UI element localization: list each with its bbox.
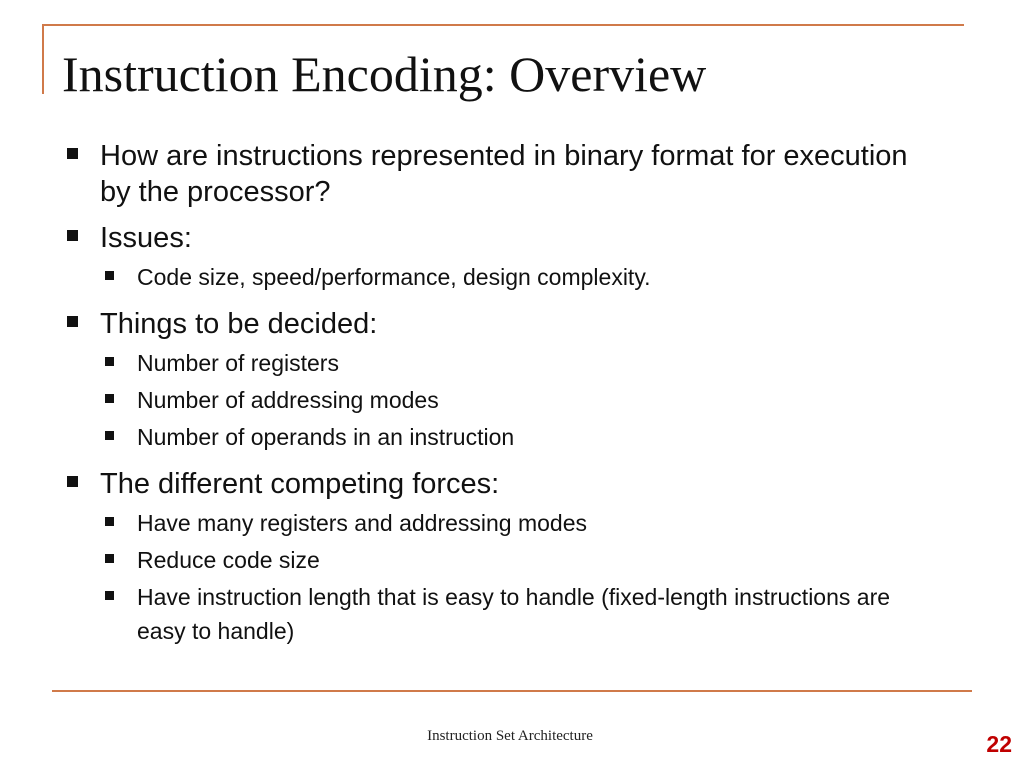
sub-bullet-item (64, 260, 944, 294)
square-bullet-icon (67, 316, 78, 327)
page-number: 22 (986, 731, 1012, 757)
sub-bullet-item (64, 506, 944, 540)
sub-bullet-text: Number of addressing modes (137, 387, 439, 413)
bullet-text: How are instructions represented in binary format for execution by the processor? (100, 140, 908, 208)
sub-bullet-item (64, 346, 944, 380)
sub-bullet-text: Code size, speed/performance, design complexity. (137, 264, 651, 290)
bullet-text: Things to be decided: (100, 308, 378, 340)
square-bullet-icon (105, 554, 114, 563)
frame-top-line (42, 24, 964, 26)
sub-bullet-item (64, 383, 944, 417)
square-bullet-icon (105, 357, 114, 366)
square-bullet-icon (67, 476, 78, 487)
square-bullet-icon (105, 431, 114, 440)
sub-bullet-item (64, 580, 944, 648)
bullet-item (64, 138, 944, 210)
square-bullet-icon (105, 394, 114, 403)
slide-title: Instruction Encoding: Overview (62, 46, 707, 102)
bullet-item (64, 306, 944, 342)
square-bullet-icon (105, 591, 114, 600)
sub-bullet-text: Number of operands in an instruction (137, 424, 515, 450)
sub-bullet-item (64, 420, 944, 454)
bullet-item (64, 220, 944, 256)
frame-left-line (42, 24, 44, 94)
square-bullet-icon (67, 230, 78, 241)
frame-bottom-line (52, 690, 972, 692)
sub-bullet-text: Reduce code size (137, 547, 320, 573)
bullet-item (64, 466, 944, 502)
square-bullet-icon (67, 148, 78, 159)
sub-bullet-text: Have instruction length that is easy to handle (fixed-length instructions are easy to handle) (137, 584, 891, 644)
slide-footer: Instruction Set Architecture (427, 728, 593, 744)
sub-bullet-text: Have many registers and addressing modes (137, 510, 588, 536)
bullet-text: Issues: (100, 222, 192, 254)
sub-bullet-item (64, 543, 944, 577)
bullet-text: The different competing forces: (100, 468, 500, 500)
square-bullet-icon (105, 271, 114, 280)
bullet-list (64, 138, 944, 648)
square-bullet-icon (105, 517, 114, 526)
sub-bullet-text: Number of registers (137, 350, 339, 376)
